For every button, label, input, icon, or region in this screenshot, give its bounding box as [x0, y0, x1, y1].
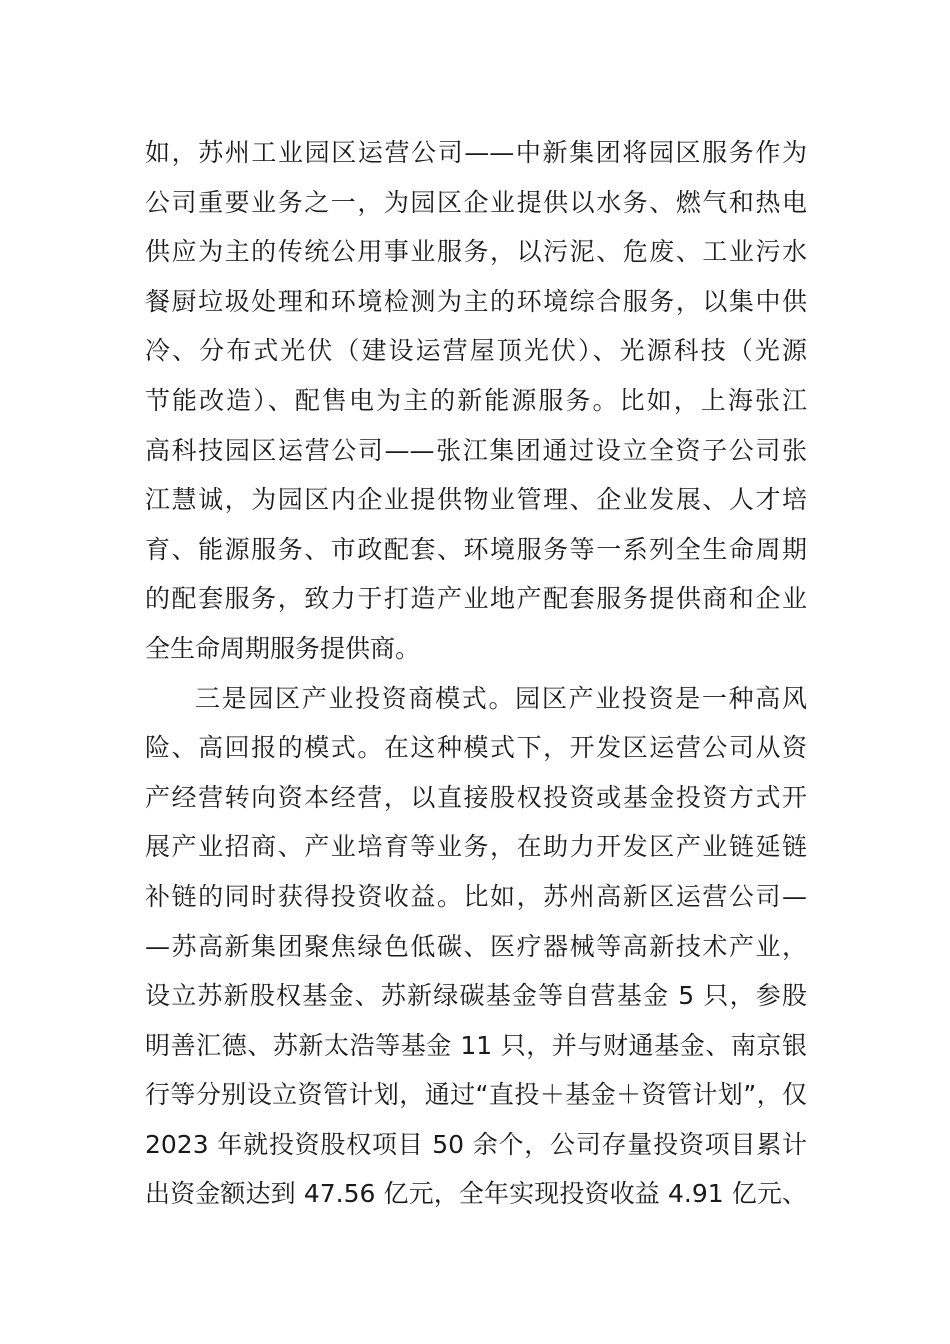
text-line: 育、能源服务、市政配套、环境服务等一系列全生命周期	[145, 534, 807, 564]
text-line: 餐厨垃圾处理和环境检测为主的环境综合服务，以集中供	[145, 286, 807, 316]
text-line: —苏高新集团聚焦绿色低碳、医疗器械等高新技术产业，	[145, 931, 807, 961]
text-line: 设立苏新股权基金、苏新绿碳基金等自营基金 5 只，参股	[145, 981, 807, 1011]
text-line: 江慧诚，为园区内企业提供物业管理、企业发展、人才培	[145, 485, 807, 515]
text-line: 如，苏州工业园区运营公司——中新集团将园区服务作为	[145, 138, 807, 167]
text-line: 高科技园区运营公司——张江集团通过设立全资子公司张	[145, 435, 807, 465]
text-line: 节能改造）、配售电为主的新能源服务。比如，上海张江	[145, 385, 807, 415]
text-line: 补链的同时获得投资收益。比如，苏州高新区运营公司—	[145, 881, 807, 911]
paragraph-1	[145, 128, 807, 674]
text-line: 冷、分布式光伏（建设运营屋顶光伏）、光源科技（光源	[145, 336, 807, 366]
body-text	[145, 128, 807, 1219]
text-line: 出资金额达到 47.56 亿元，全年实现投资收益 4.91 亿元、	[145, 1179, 807, 1209]
text-line: 三是园区产业投资商模式。园区产业投资是一种高风	[195, 683, 807, 713]
paragraph-2	[145, 674, 807, 1220]
text-line: 全生命周期服务提供商。	[145, 633, 421, 663]
text-line: 明善汇德、苏新太浩等基金 11 只，并与财通基金、南京银	[145, 1030, 807, 1060]
text-line: 公司重要业务之一，为园区企业提供以水务、燃气和热电	[145, 187, 807, 217]
text-line: 供应为主的传统公用事业服务，以污泥、危废、工业污水	[145, 237, 807, 267]
text-line: 的配套服务，致力于打造产业地产配套服务提供商和企业	[145, 584, 807, 614]
text-line: 展产业招商、产业培育等业务，在助力开发区产业链延链	[145, 832, 807, 862]
text-line: 产经营转向资本经营，以直接股权投资或基金投资方式开	[145, 782, 807, 812]
text-line: 险、高回报的模式。在这种模式下，开发区运营公司从资	[145, 733, 807, 763]
text-line: 2023 年就投资股权项目 50 余个，公司存量投资项目累计	[145, 1129, 807, 1159]
text-line: 行等分别设立资管计划，通过“直投＋基金＋资管计划”，仅	[145, 1080, 807, 1110]
